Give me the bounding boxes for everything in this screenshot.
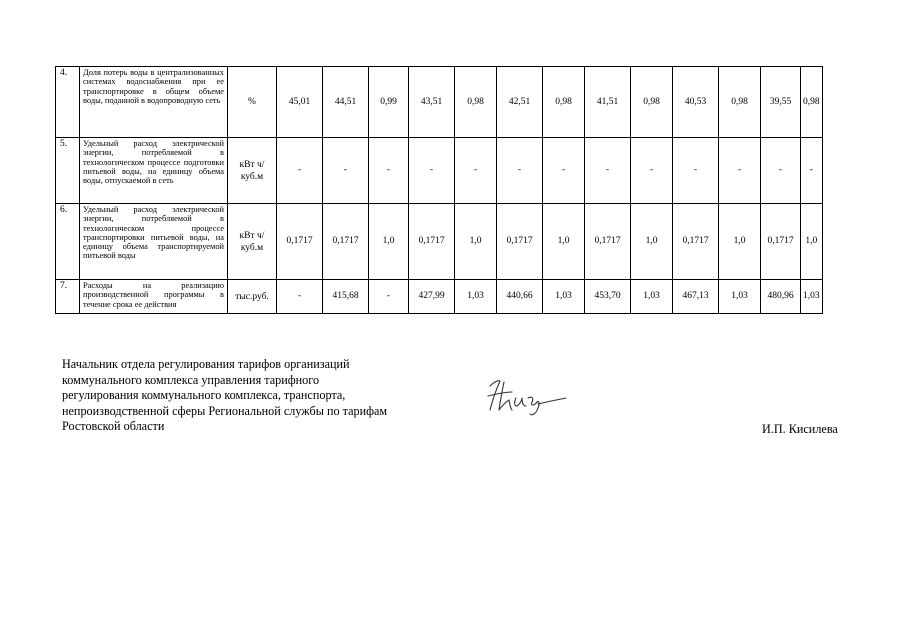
value-cell: 39,55 [761,67,801,138]
value-cell: 0,1717 [409,204,455,280]
unit-cell: тыс.руб. [228,280,277,314]
value-cell: 0,98 [801,67,823,138]
value-cell: 1,0 [369,204,409,280]
unit-cell: кВт ч/куб.м [228,204,277,280]
value-cell: 1,03 [455,280,497,314]
value-cell: - [631,138,673,204]
value-cell: 0,1717 [277,204,323,280]
value-cell: - [277,280,323,314]
table-row [56,204,823,280]
value-cell: 0,98 [631,67,673,138]
value-cell: 1,03 [543,280,585,314]
value-cell: - [719,138,761,204]
row-number: 5. [56,138,80,204]
value-cell: 480,96 [761,280,801,314]
value-cell: - [497,138,543,204]
indicator-name: Удельный расход электрической энергии, потребляемой в технологическом процессе подготовки питьевой воды, на единицу объема воды, отпускаемой в сеть [80,138,228,204]
value-cell: 45,01 [277,67,323,138]
row-number: 6. [56,204,80,280]
unit-cell: % [228,67,277,138]
value-cell: 415,68 [323,280,369,314]
value-cell: 467,13 [673,280,719,314]
value-cell: 44,51 [323,67,369,138]
value-cell: 0,98 [455,67,497,138]
value-cell: - [277,138,323,204]
value-cell: 0,1717 [323,204,369,280]
value-cell: - [801,138,823,204]
value-cell: 1,0 [543,204,585,280]
table-row [56,67,823,138]
value-cell: - [761,138,801,204]
value-cell: 1,0 [455,204,497,280]
value-cell: 0,1717 [585,204,631,280]
value-cell: - [323,138,369,204]
value-cell: - [585,138,631,204]
row-number: 4. [56,67,80,138]
row-number: 7. [56,280,80,314]
value-cell: - [455,138,497,204]
signer-position: Начальник отдела регулирования тарифов организаций коммунального комплекса управления тарифного регулирования коммунального комплекса, транспорта, непроизводственной сферы Региональной службы по тарифам Ростовской области [62,357,388,433]
value-cell: 41,51 [585,67,631,138]
value-cell: 0,98 [543,67,585,138]
value-cell: 453,70 [585,280,631,314]
handwritten-signature [482,372,572,420]
indicators-table [55,66,823,314]
value-cell: 1,03 [631,280,673,314]
value-cell: 0,1717 [673,204,719,280]
value-cell: - [409,138,455,204]
value-cell: - [543,138,585,204]
unit-cell: кВт ч/куб.м [228,138,277,204]
value-cell: 1,0 [719,204,761,280]
value-cell: 0,99 [369,67,409,138]
indicator-name: Доля потерь воды в централизованных системах водоснабжения при ее транспортировке в общем объеме воды, поданной в водопроводную сеть [80,67,228,138]
table-row [56,138,823,204]
signer-name: И.П. Кисилева [762,422,838,436]
value-cell: 1,03 [719,280,761,314]
value-cell: 1,03 [801,280,823,314]
value-cell: 440,66 [497,280,543,314]
value-cell: - [369,280,409,314]
value-cell: 42,51 [497,67,543,138]
table-row [56,280,823,314]
value-cell: - [369,138,409,204]
value-cell: 1,0 [631,204,673,280]
value-cell: 427,99 [409,280,455,314]
value-cell: 0,1717 [761,204,801,280]
value-cell: 0,98 [719,67,761,138]
value-cell: 40,53 [673,67,719,138]
value-cell: - [673,138,719,204]
indicator-name: Расходы на реализацию производственной программы в течение срока ее действия [80,280,228,314]
value-cell: 1,0 [801,204,823,280]
indicator-name: Удельный расход электрической энергии, потребляемой в технологическом процессе транспортировки питьевой воды, на единицу объема транспортируемой питьевой воды [80,204,228,280]
value-cell: 43,51 [409,67,455,138]
value-cell: 0,1717 [497,204,543,280]
